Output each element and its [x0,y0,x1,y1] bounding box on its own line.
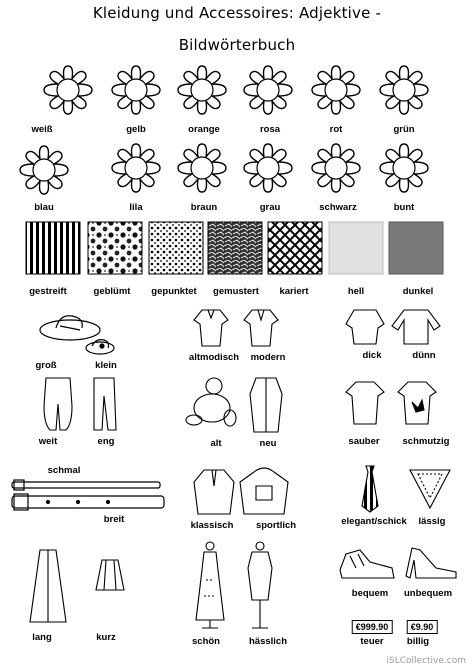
pattern-label: hell [347,286,365,297]
pattern-label: gestreift [29,286,67,297]
accessory-illustrations [352,464,456,514]
jacket-illustrations [192,466,296,518]
tshirt-illustrations [342,378,446,428]
pattern-swatches [0,220,474,280]
size-label: klein [95,360,117,371]
style-label: alt [210,438,222,449]
old-new-illustrations [178,374,288,436]
size-label: groß [35,360,57,371]
color-label: gelb [126,124,146,135]
price-tag-cheap: €9.90 [407,620,438,634]
watermark: iSLCollective.com [386,656,466,666]
belt-label: breit [103,514,125,525]
hat-illustrations [30,308,140,364]
skirt-label: kurz [96,632,116,643]
accessory-label: lässig [418,516,446,527]
style-label: altmodisch [188,352,240,363]
shoe-illustrations [336,540,460,584]
pattern-label: gemustert [213,286,259,297]
skirt-illustrations [26,546,136,628]
fit-label: dick [362,350,382,361]
fit-label: sauber [348,436,380,447]
price-label: billig [406,636,430,647]
price-label: teuer [360,636,384,647]
page-title: Kleidung und Accessoires: Adjektive - [92,4,382,22]
color-label: lila [129,202,143,213]
size-label: eng [97,436,115,447]
pattern-label: dunkel [402,286,434,297]
fit-label: schmutzig [402,436,450,447]
dress-illustrations [188,540,288,632]
jacket-label: sportlich [255,520,297,531]
page-subtitle: Bildwörterbuch [178,36,296,54]
style-label: neu [259,438,277,449]
color-label: orange [188,124,220,135]
color-label: weiß [31,124,53,135]
flower-icons-row1 [0,62,474,122]
price-tag-expensive: €999.90 [352,620,393,634]
shoe-label: unbequem [403,588,453,599]
blouse-illustrations [186,306,290,350]
dress-label: hässlich [248,636,288,647]
dress-label: schön [192,636,220,647]
style-label: modern [250,352,286,363]
color-label: grau [259,202,281,213]
color-label: bunt [393,202,415,213]
skirt-label: lang [32,632,52,643]
color-label: braun [190,202,218,213]
fit-label: dünn [412,350,436,361]
color-label: rosa [259,124,281,135]
shoe-label: bequem [351,588,389,599]
pattern-label: gepunktet [151,286,197,297]
pattern-label: geblümt [93,286,131,297]
color-label: rot [329,124,343,135]
accessory-label: elegant/schick [341,516,407,527]
pattern-label: kariert [279,286,309,297]
flower-icons-row2 [0,140,474,200]
color-label: schwarz [319,202,357,213]
sweater-illustrations [342,306,446,348]
color-label: grün [393,124,415,135]
jacket-label: klassisch [190,520,234,531]
size-label: weit [38,436,58,447]
belt-label: schmal [47,465,81,476]
belt-illustrations [8,478,168,512]
trousers-illustrations [36,376,136,434]
color-label: blau [34,202,54,213]
